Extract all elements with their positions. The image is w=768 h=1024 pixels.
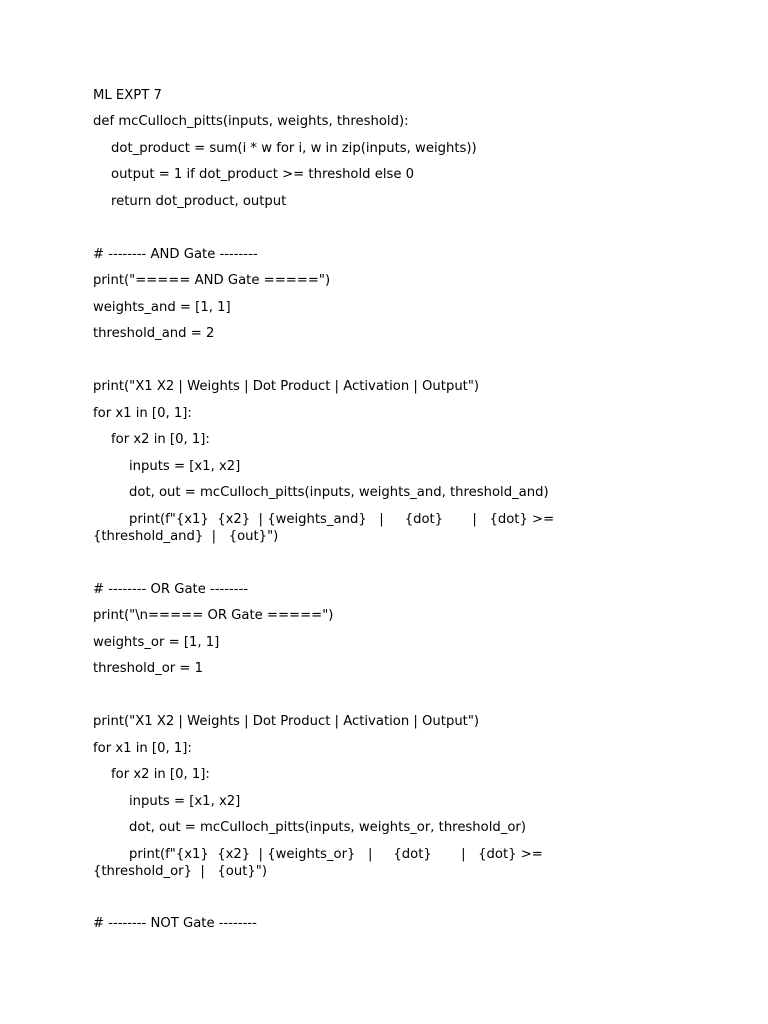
code-line: def mcCulloch_pitts(inputs, weights, threshold):: [93, 114, 409, 129]
code-line: print("X1 X2 | Weights | Dot Product | Activation | Output"): [93, 379, 480, 394]
code-line: for x1 in [0, 1]:: [93, 741, 192, 756]
code-line: threshold_or = 1: [93, 661, 204, 676]
code-line: print("\n===== OR Gate ====="): [93, 608, 334, 623]
code-line: for x2 in [0, 1]:: [111, 432, 210, 447]
code-line: dot, out = mcCulloch_pitts(inputs, weights_or, threshold_or): [129, 820, 526, 835]
code-line: dot, out = mcCulloch_pitts(inputs, weights_and, threshold_and): [129, 485, 549, 500]
code-line: output = 1 if dot_product >= threshold else 0: [111, 167, 415, 182]
code-line: return dot_product, output: [111, 194, 287, 209]
code-line: print(f"{x1} {x2} | {weights_and} | {dot} | {dot} >=: [129, 512, 555, 527]
document-title: ML EXPT 7: [93, 88, 162, 103]
code-line: inputs = [x1, x2]: [129, 459, 241, 474]
code-line: dot_product = sum(i * w for i, w in zip(inputs, weights)): [111, 141, 477, 156]
code-line: weights_or = [1, 1]: [93, 635, 220, 650]
code-comment: # -------- OR Gate --------: [93, 582, 249, 597]
code-line: inputs = [x1, x2]: [129, 794, 241, 809]
code-line: weights_and = [1, 1]: [93, 300, 231, 315]
code-line: print("===== AND Gate ====="): [93, 273, 331, 288]
code-comment: # -------- AND Gate --------: [93, 247, 258, 262]
code-comment: # -------- NOT Gate --------: [93, 916, 257, 931]
code-line: print("X1 X2 | Weights | Dot Product | Activation | Output"): [93, 714, 480, 729]
code-line: for x2 in [0, 1]:: [111, 767, 210, 782]
code-line: threshold_and = 2: [93, 326, 215, 341]
code-line: for x1 in [0, 1]:: [93, 406, 192, 421]
code-line-wrap: {threshold_and} | {out}"): [93, 529, 279, 544]
code-line-wrap: {threshold_or} | {out}"): [93, 864, 267, 879]
code-line: print(f"{x1} {x2} | {weights_or} | {dot} | {dot} >=: [129, 847, 543, 862]
